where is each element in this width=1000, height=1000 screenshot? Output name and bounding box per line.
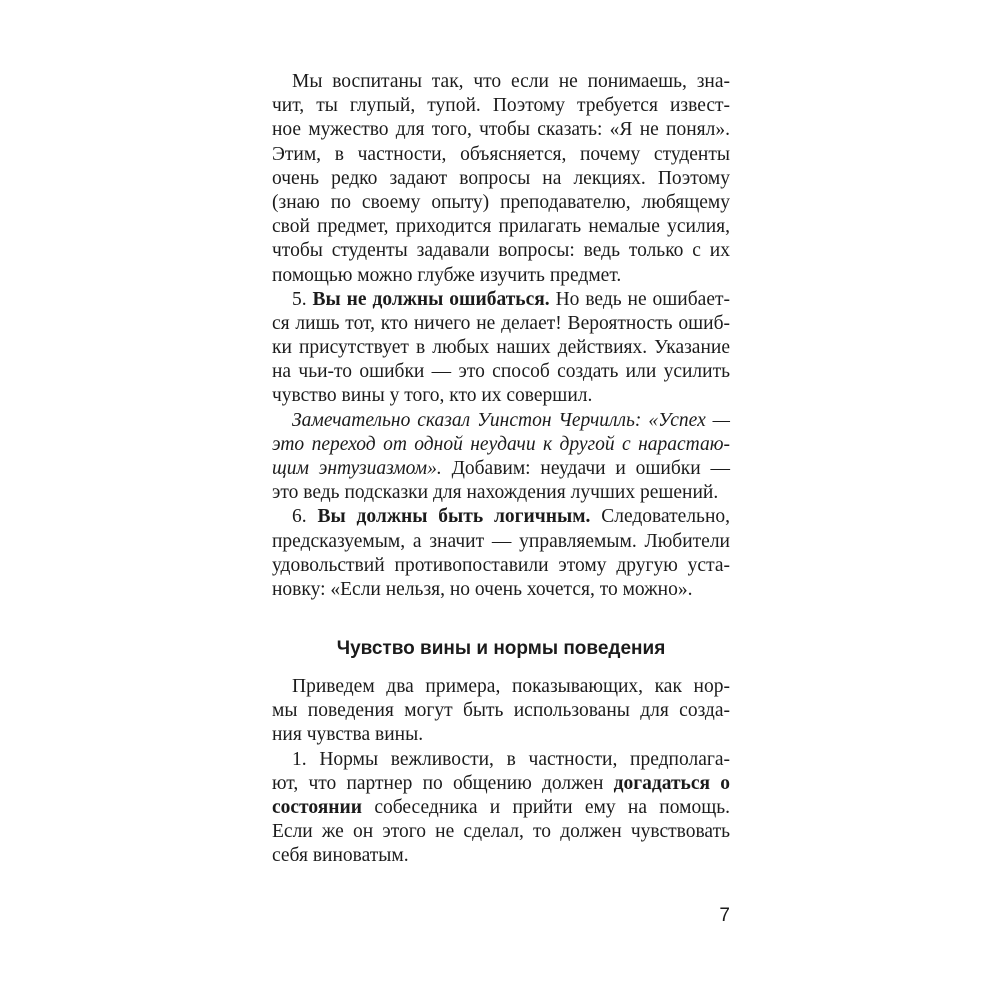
- text-line: свой предмет, приходится прилагать немалые усилия,: [272, 216, 730, 238]
- text-line: очень редко задают вопросы на лекциях. Поэтому: [272, 167, 730, 189]
- text-line: новку: «Если нельзя, но очень хочется, то можно».: [272, 578, 693, 600]
- text-line: себя виноватым.: [272, 845, 409, 867]
- item-number: 5.: [292, 288, 307, 310]
- item-6-first-line: [272, 505, 730, 529]
- text-run: Но ведь не ошибает-: [555, 288, 730, 310]
- text-run: Следовательно,: [601, 506, 731, 528]
- text-line: Если же он этого не сделал, то должен чувствовать: [272, 821, 730, 843]
- text-line: Этим, в частности, объясняется, почему студенты: [272, 143, 730, 165]
- quote-line: Замечательно сказал Уинстон Черчилль: «Успех —: [292, 409, 730, 431]
- text-line-mixed: [272, 796, 730, 820]
- text-line: удовольствий противопоставили этому другую уста-: [272, 554, 730, 576]
- text-line: ния чувства вины.: [272, 724, 424, 746]
- text-line: чит, ты глупый, тупой. Поэтому требуется извест-: [272, 95, 730, 117]
- text-line: 1. Нормы вежливости, в частности, предполага-: [292, 748, 730, 770]
- item-bold-title: Вы должны быть логичным.: [317, 506, 591, 528]
- text-line: помощью можно глубже изучить предмет.: [272, 264, 622, 286]
- bold-run: догадаться о: [613, 772, 730, 794]
- text-line: на чьи-то ошибки — это способ создать или усилить: [272, 361, 730, 383]
- text-line: мы поведения могут быть использованы для созда-: [272, 700, 730, 722]
- text-line: (знаю по своему опыту) преподавателю, любящему: [272, 191, 730, 213]
- text-run: ют, что партнер по общению должен: [272, 772, 614, 794]
- quote-line: это переход от одной неудачи к другой с нарастаю-: [272, 433, 730, 455]
- item-5-first-line: [272, 288, 730, 312]
- quote-line-mixed: [272, 457, 730, 481]
- text-line: чтобы студенты задавали вопросы: ведь только с их: [272, 240, 730, 262]
- text-line: ся лишь тот, кто ничего не делает! Вероятность ошиб-: [272, 312, 730, 334]
- bold-run: состоянии: [272, 796, 363, 818]
- item-bold-title: Вы не должны ошибаться.: [312, 288, 550, 310]
- text-line: Приведем два примера, показывающих, как нор-: [292, 676, 730, 697]
- section-text-block: [272, 675, 730, 869]
- text-line: это ведь подсказки для нахождения лучших решений.: [272, 482, 719, 504]
- body-text-block: [272, 70, 730, 602]
- item-number: 6.: [292, 506, 307, 528]
- text-line: Мы воспитаны так, что если не понимаешь, зна-: [292, 71, 730, 92]
- text-line-mixed: [272, 772, 730, 796]
- section-heading: Чувство вины и нормы поведения: [336, 638, 666, 659]
- text-run: Добавим: неудачи и ошибки —: [441, 458, 730, 479]
- text-line: ки присутствует в любых наших действиях. Указание: [272, 337, 730, 359]
- text-line: ное мужество для того, чтобы сказать: «Я не понял».: [272, 119, 730, 141]
- quote-italic-run: щим энтузиазмом».: [272, 458, 442, 479]
- text-line: чувство вины у того, кто их совершил.: [272, 385, 593, 407]
- text-run: собеседника и прийти ему на помощь.: [362, 796, 730, 818]
- text-line: предсказуемым, а значит — управляемым. Любители: [272, 530, 730, 552]
- page-number: 7: [719, 905, 730, 926]
